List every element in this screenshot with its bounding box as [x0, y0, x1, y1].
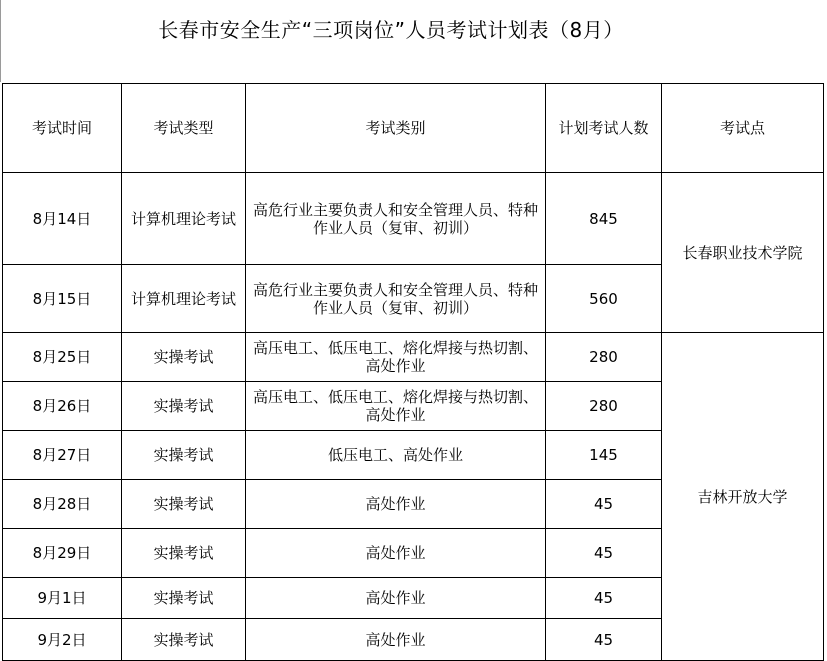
header-cell-type: 考试类型 [122, 84, 246, 173]
cell-date: 8月28日 [3, 480, 122, 529]
cell-location: 长春职业技术学院 [662, 173, 824, 333]
cell-date: 8月27日 [3, 431, 122, 480]
cell-category: 高处作业 [246, 578, 546, 619]
cell-type: 实操考试 [122, 619, 246, 661]
cell-type: 计算机理论考试 [122, 265, 246, 333]
cell-date: 8月26日 [3, 382, 122, 431]
cell-count: 845 [546, 173, 662, 265]
cell-category: 高处作业 [246, 619, 546, 661]
cell-type: 实操考试 [122, 333, 246, 382]
cell-category: 高压电工、低压电工、熔化焊接与热切割、高处作业 [246, 382, 546, 431]
cell-count: 45 [546, 529, 662, 578]
header-cell-location: 考试点 [662, 84, 824, 173]
cell-date: 8月29日 [3, 529, 122, 578]
cell-type: 实操考试 [122, 480, 246, 529]
header-cell-category: 考试类别 [246, 84, 546, 173]
cell-count: 145 [546, 431, 662, 480]
cell-type: 实操考试 [122, 382, 246, 431]
cell-category: 高危行业主要负责人和安全管理人员、特种作业人员（复审、初训） [246, 265, 546, 333]
table-row [3, 333, 824, 382]
cell-date: 9月1日 [3, 578, 122, 619]
cell-category: 高压电工、低压电工、熔化焊接与热切割、高处作业 [246, 333, 546, 382]
page-title: 长春市安全生产“三项岗位”人员考试计划表（8月） [158, 18, 624, 42]
cell-type: 实操考试 [122, 578, 246, 619]
cell-count: 280 [546, 333, 662, 382]
table-row [3, 173, 824, 265]
cell-count: 45 [546, 619, 662, 661]
cell-type: 实操考试 [122, 529, 246, 578]
cell-type: 计算机理论考试 [122, 173, 246, 265]
cell-count: 560 [546, 265, 662, 333]
cell-category: 高危行业主要负责人和安全管理人员、特种作业人员（复审、初训） [246, 173, 546, 265]
table-header-row [3, 84, 824, 173]
cell-count: 45 [546, 480, 662, 529]
header-cell-date: 考试时间 [3, 84, 122, 173]
title-bar [0, 0, 827, 82]
cell-date: 8月14日 [3, 173, 122, 265]
exam-plan-table [2, 83, 824, 661]
cell-category: 高处作业 [246, 529, 546, 578]
cell-type: 实操考试 [122, 431, 246, 480]
cell-category: 低压电工、高处作业 [246, 431, 546, 480]
cell-category: 高处作业 [246, 480, 546, 529]
cell-date: 8月25日 [3, 333, 122, 382]
cell-date: 8月15日 [3, 265, 122, 333]
cell-count: 45 [546, 578, 662, 619]
cell-count: 280 [546, 382, 662, 431]
cell-location: 吉林开放大学 [662, 333, 824, 661]
cell-date: 9月2日 [3, 619, 122, 661]
header-cell-count: 计划考试人数 [546, 84, 662, 173]
